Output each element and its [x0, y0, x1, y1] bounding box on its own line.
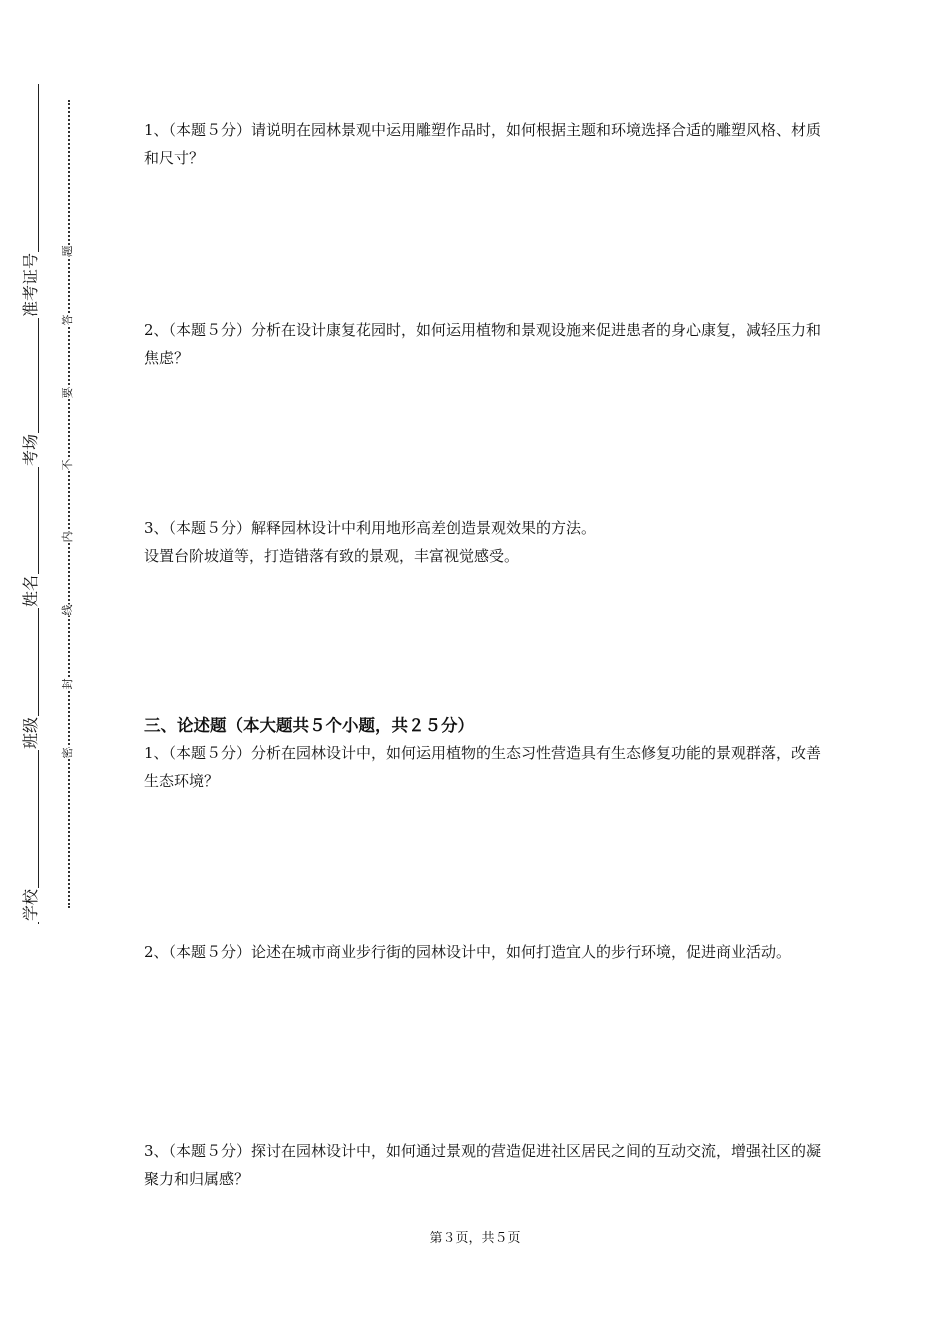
question-text: 1、（本题５分）请说明在园林景观中运用雕塑作品时，如何根据主题和环境选择合适的雕塑风格、材质和尺寸？	[144, 121, 822, 167]
seal-char: 不	[61, 459, 74, 471]
question-text: 2、（本题５分）论述在城市商业步行街的园林设计中，如何打造宜人的步行环境，促进商业活动。	[144, 943, 792, 961]
school-field-label: 学校	[21, 888, 40, 922]
question-text: 3、（本题５分）探讨在园林设计中，如何通过景观的营造促进社区居民之间的互动交流，增强社区的凝聚力和归属感？	[144, 1142, 822, 1188]
seal-char: 封	[61, 678, 74, 690]
seal-char: 题	[61, 245, 74, 257]
seal-char: 内	[61, 531, 74, 543]
question-text: 2、（本题５分）分析在设计康复花园时，如何运用植物和景观设施来促进患者的身心康复，减轻压力和焦虑？	[144, 321, 822, 367]
binding-solid-line	[38, 84, 39, 924]
seal-char: 线	[61, 604, 74, 616]
answer-text: 设置台阶坡道等，打造错落有致的景观，丰富视觉感受。	[144, 547, 520, 565]
section-title: 三、论述题（本大题共５个小题，共２５分）	[144, 716, 474, 735]
seal-char: 密	[61, 747, 74, 759]
name-field-label: 姓名	[21, 574, 40, 608]
page-number-footer: 第３页，共５页	[429, 1231, 521, 1246]
binding-margin	[0, 0, 110, 1344]
seal-char: 答	[61, 314, 74, 326]
seal-dotted-line	[68, 100, 70, 908]
seal-char: 要	[61, 387, 74, 399]
question-text: 1、（本题５分）分析在园林设计中，如何运用植物的生态习性营造具有生态修复功能的景观群落，改善生态环境？	[144, 744, 822, 790]
exam-id-field-label: 准考证号	[21, 252, 40, 318]
class-field-label: 班级	[21, 716, 40, 750]
exam-room-field-label: 考场	[21, 433, 40, 467]
question-text: 3、（本题５分）解释园林设计中利用地形高差创造景观效果的方法。	[144, 519, 597, 537]
